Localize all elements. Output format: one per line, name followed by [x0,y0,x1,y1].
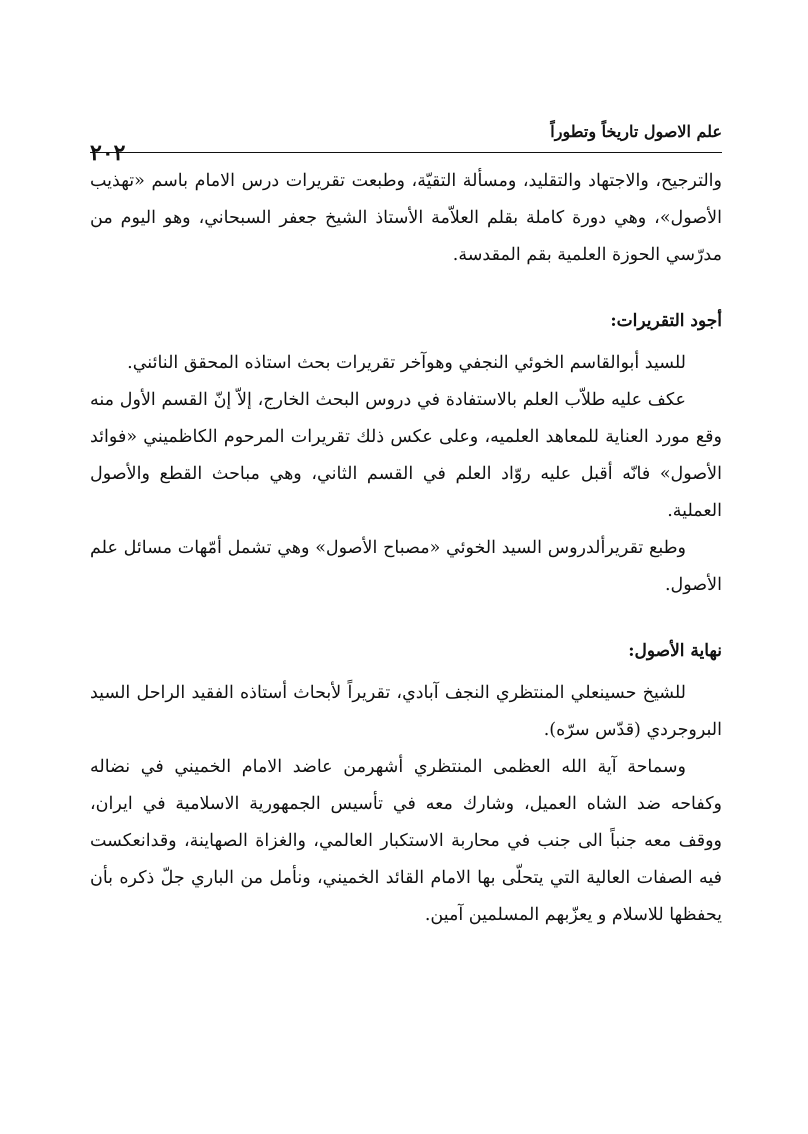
page-number: ٢٠٢ [90,140,126,166]
section1-paragraph-1: للسيد أبوالقاسم الخوئي النجفي وهوآخر تقريرات بحث استاذه المحقق النائني. [127,353,686,373]
header-divider [90,152,722,153]
section-spacer [90,274,722,306]
section2-paragraph-2: وسماحة آية الله العظمى المنتظري أشهرمن عاضد الامام الخميني في نضاله وكفاحه ضد الشاه العميل، وشارك معه في تأسيس الجمهورية الاسلامية في ايران، ووقف معه جنباً الى جنب في محاربة الاستكبار العالمي، والغزاة الصهاينة، وقدانعكست فيه الصفات العالية التي يتحلّى بها الامام القائد الخميني، ونأمل من الباري جلّ ذكره بأن يحفظها للاسلام و يعزّبهم المسلمين آمين. [90,757,722,925]
section-heading-nihaya: نهاية الأصول: [628,641,722,661]
heading-spacer [90,336,722,345]
section1-paragraph-2: عكف عليه طلاّب العلم بالاستفادة في دروس البحث الخارج، إلاّ إنّ القسم الأول منه وقع مورد العناية للمعاهد العلميه، وعلى عكس ذلك تقريرات المرحوم الكاظميني «فوائد الأصول» فانّه أقبل عليه روّاد العلم في القسم الثاني، وهي مباحث القطع والأصول العملية. [90,390,722,521]
section1-paragraph-3: وطبع تقريرألدروس السيد الخوئي «مصباح الأصول» وهي تشمل أمّهات مسائل علم الأصول. [90,538,722,595]
book-page [90,100,722,980]
section-spacer [90,604,722,636]
page-body [90,163,722,934]
heading-spacer [90,666,722,675]
intro-paragraph: والترجيح، والاجتهاد والتقليد، ومسألة التقيّة، وطبعت تقريرات درس الامام باسم «تهذيب الأصول»، وهي دورة كاملة بقلم العلاّمة الأستاذ الشيخ جعفر السبحاني، وهو اليوم من مدرّسي الحوزة العلمية بقم المقدسة. [90,171,722,265]
running-header-title: علم الاصول تاريخاً وتطوراً [550,122,722,141]
section2-paragraph-1: للشيخ حسينعلي المنتظري النجف آبادي، تقريراً لأبحاث أستاذه الفقيد الراحل السيد البروجردي (قدّس سرّه). [90,683,722,740]
section-heading-ajwad: أجود التقريرات: [610,311,722,331]
page-header [90,108,722,166]
